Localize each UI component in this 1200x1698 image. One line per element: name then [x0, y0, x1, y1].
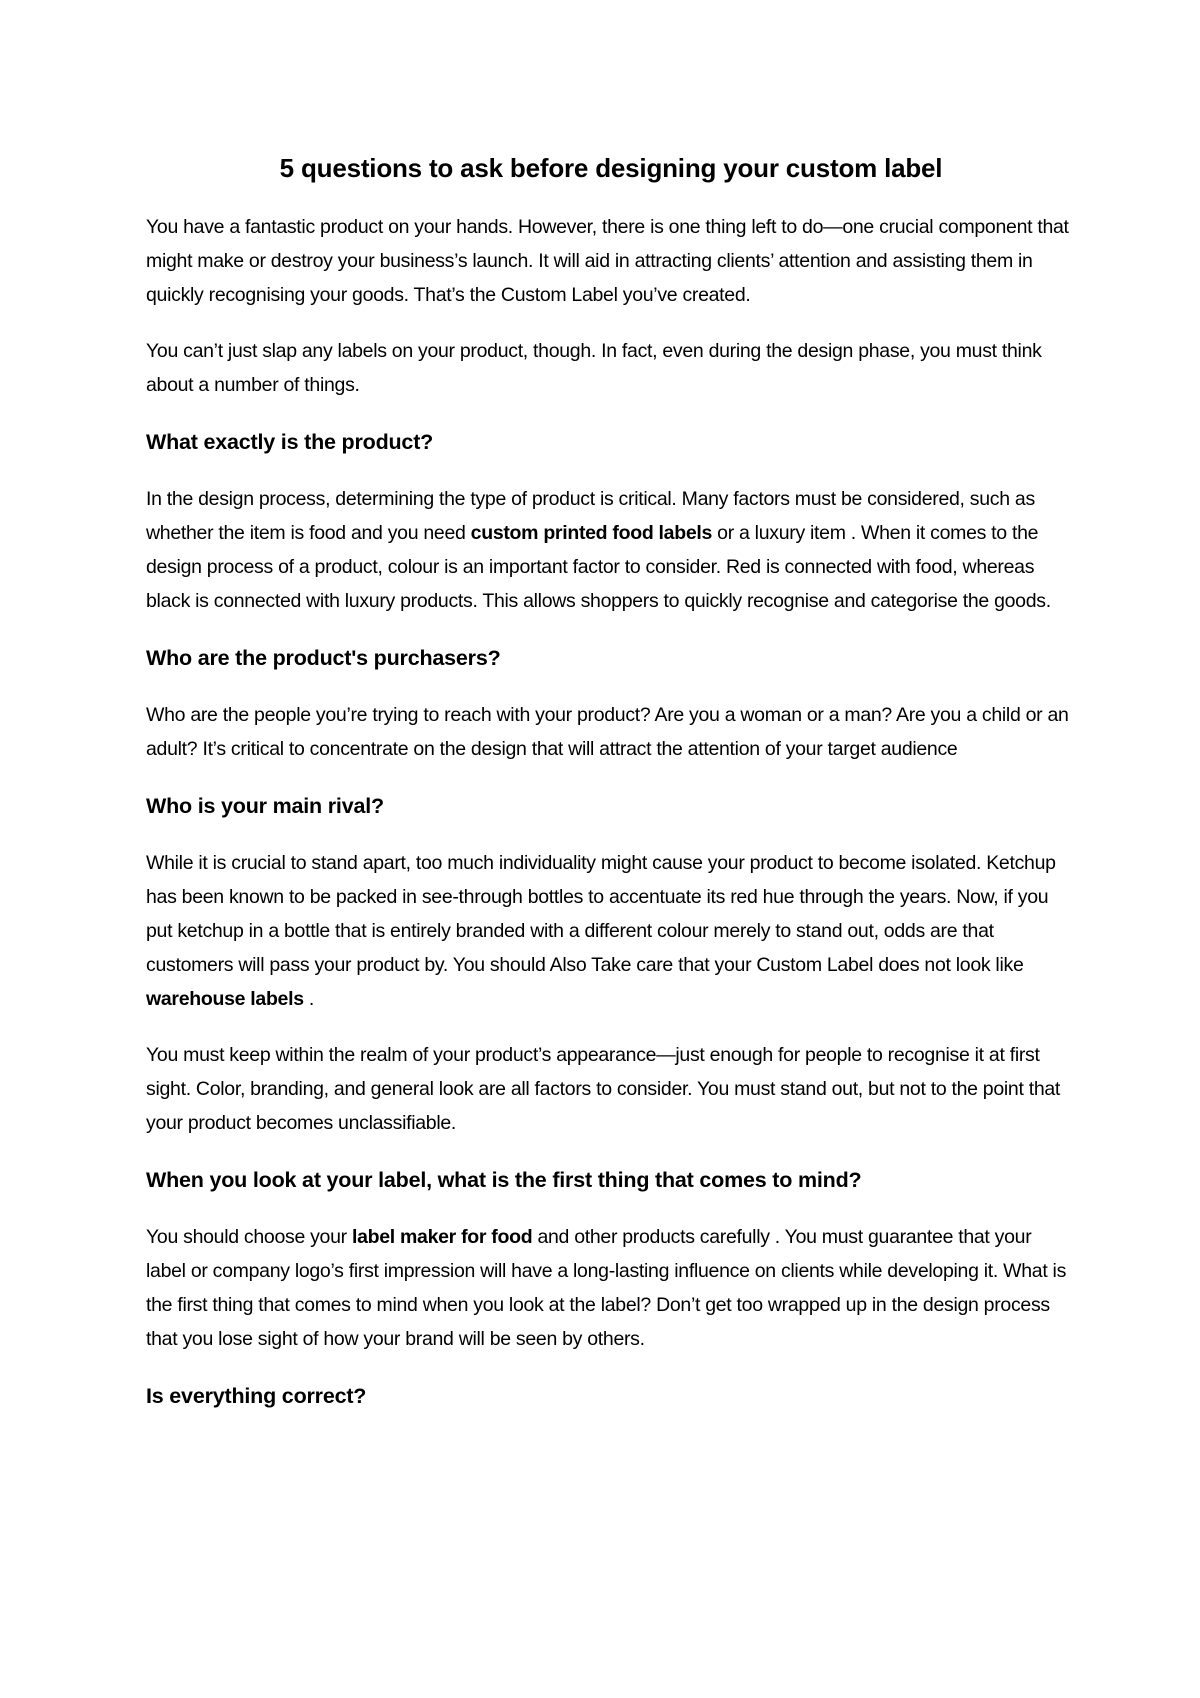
- intro-paragraph-2: You can’t just slap any labels on your product, though. In fact, even during the design phase, you must think about a number of things.: [146, 340, 1042, 396]
- section-product-paragraph: [146, 482, 1076, 618]
- section-heading-first-thing: When you look at your label, what is the first thing that comes to mind?: [146, 1168, 862, 1192]
- section-rival-paragraph-2: You must keep within the realm of your product’s appearance—just enough for people to recognise it at first sight. Color, branding, and general look are all factors to consider. You must stand out, but not to the point that your product becomes unclassifiable.: [146, 1044, 1061, 1134]
- section-rival-paragraph-1: [146, 846, 1076, 1016]
- section-heading-purchasers: Who are the product's purchasers?: [146, 646, 501, 670]
- intro-paragraph-1: You have a fantastic product on your hands. However, there is one thing left to do—one crucial component that might make or destroy your business’s launch. It will aid in attracting clients’ attention and assisting them in quickly recognising your goods. That’s the Custom Label you’ve created.: [146, 216, 1069, 306]
- bold-phrase-warehouse-labels: warehouse labels: [146, 988, 304, 1010]
- bold-phrase-label-maker-for-food: label maker for food: [351, 1226, 533, 1248]
- document-body: [146, 148, 1076, 1436]
- section-heading-correct: Is everything correct?: [146, 1384, 367, 1408]
- section-purchasers-paragraph: Who are the people you’re trying to reach with your product? Are you a woman or a man? Are you a child or an adult? It’s critical to concentrate on the design that will attract the attention of your target audience: [146, 704, 1069, 760]
- document-title: 5 questions to ask before designing your custom label: [279, 153, 943, 183]
- bold-phrase-custom-printed-food-labels: custom printed food labels: [470, 522, 713, 544]
- section-heading-product: What exactly is the product?: [146, 430, 434, 454]
- text-run: You should choose your: [146, 1226, 352, 1248]
- text-run: and other products carefully . You must guarantee that your label or company logo’s first impression will have a long-lasting influence on clients while developing it. What is the first thing that comes to mind when you look at the label? Don’t get too wrapped up in the design process that you lose sight of how your brand will be seen by others.: [146, 1226, 1067, 1350]
- section-first-thing-paragraph: [146, 1220, 1076, 1356]
- section-heading-rival: Who is your main rival?: [146, 794, 384, 818]
- text-run: While it is crucial to stand apart, too much individuality might cause your product to become isolated. Ketchup has been known to be packed in see-through bottles to accentuate its red hue through the years. Now, if you put ketchup in a bottle that is entirely branded with a different colour merely to stand out, odds are that customers will pass your product by. You should Also Take care that your Custom Label does not look like: [146, 852, 1056, 976]
- text-run: .: [303, 988, 315, 1010]
- text-run: or a luxury item . When it comes to the design process of a product, colour is an important factor to consider. Red is connected with food, whereas black is connected with luxury products. This allows shoppers to quickly recognise and categorise the goods.: [146, 522, 1051, 612]
- text-run: In the design process, determining the type of product is critical. Many factors must be considered, such as whether the item is food and you need: [146, 488, 1035, 544]
